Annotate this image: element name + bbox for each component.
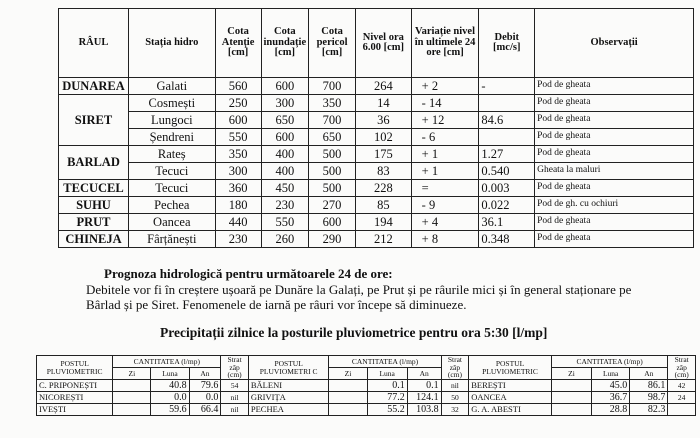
cant-an: 0.0	[189, 392, 221, 404]
variatie: + 1	[411, 146, 479, 163]
cota-atentie: 300	[215, 163, 261, 180]
cota-pericol: 650	[309, 129, 356, 146]
cant-luna: 77.2	[367, 392, 407, 404]
observatii: Pod de gheata	[535, 95, 694, 112]
cant-luna: 55.2	[367, 404, 407, 416]
strat-zapada: 50	[441, 392, 469, 404]
post-name: BEREȘTI	[469, 380, 552, 392]
station-name: Tecuci	[128, 180, 215, 197]
header-cota-atentie: Cota Atenție [cm]	[215, 9, 261, 78]
station-name: Tecuci	[128, 163, 215, 180]
debit: 1.27	[479, 146, 535, 163]
cant-an: 82.3	[630, 404, 668, 416]
cota-inundatie: 600	[261, 129, 309, 146]
debit: 84.6	[479, 112, 535, 129]
forecast-text: Debitele vor fi în creștere ușoară pe Dunăre la Galați, pe Prut și pe râurile mici și în general staționare pe Bârlad și pe Siret. Fenomenele de iarnă pe râuri vor începe să diminueze.	[86, 282, 632, 312]
river-name: SUHU	[59, 197, 129, 214]
cant-zi	[329, 380, 367, 392]
variatie: - 6	[411, 129, 479, 146]
debit	[479, 95, 535, 112]
header-cant-c: CANTITATEA (l/mp)	[551, 356, 668, 368]
cant-zi	[551, 380, 591, 392]
station-name: Galati	[128, 78, 215, 95]
cant-zi	[329, 404, 367, 416]
precip-row	[37, 380, 696, 392]
header-an-a: An	[189, 368, 221, 380]
strat-zapada: 24	[668, 392, 696, 404]
debit: 0.348	[479, 231, 535, 248]
station-name: Cosmești	[128, 95, 215, 112]
nivel: 264	[355, 78, 411, 95]
cota-inundatie: 400	[261, 163, 309, 180]
debit: 0.003	[479, 180, 535, 197]
header-an-b: An	[407, 368, 441, 380]
observatii: Pod de gheata	[535, 112, 694, 129]
nivel: 85	[355, 197, 411, 214]
variatie: - 14	[411, 95, 479, 112]
hydro-row	[59, 112, 694, 129]
cant-zi	[551, 404, 591, 416]
river-name: TECUCEL	[59, 180, 129, 197]
cota-inundatie: 400	[261, 146, 309, 163]
cant-zi	[113, 404, 151, 416]
header-raul: RÂUL	[59, 9, 129, 78]
hydro-row	[59, 146, 694, 163]
header-debit: Debit [mc/s]	[479, 9, 535, 78]
cota-pericol: 700	[309, 112, 356, 129]
cota-inundatie: 600	[261, 78, 309, 95]
strat-zapada: 54	[221, 380, 249, 392]
precip-table	[36, 355, 696, 416]
observatii: Pod de gheata	[535, 214, 694, 231]
cota-inundatie: 260	[261, 231, 309, 248]
cant-zi	[551, 392, 591, 404]
precip-row	[37, 392, 696, 404]
observatii: Pod de gheata	[535, 231, 694, 248]
variatie: =	[411, 180, 479, 197]
nivel: 212	[355, 231, 411, 248]
header-strat-c: Strat zăp (cm)	[668, 356, 696, 380]
forecast-title: Prognoza hidrologică pentru următoarele 24 de ore:	[104, 266, 393, 281]
precip-title: Precipitații zilnice la posturile pluviometrice pentru ora 5:30 [l/mp]	[160, 325, 548, 340]
cant-luna: 45.0	[592, 380, 630, 392]
cota-pericol: 500	[309, 180, 356, 197]
cant-luna: 0.1	[367, 380, 407, 392]
precip-row	[37, 404, 696, 416]
header-nivel: Nivel ora 6.00 [cm]	[355, 9, 411, 78]
header-cant-b: CANTITATEA (l/mp)	[329, 356, 441, 368]
strat-zapada: nil	[221, 404, 249, 416]
river-name: SIRET	[59, 95, 129, 146]
header-statia: Stația hidro	[128, 9, 215, 78]
nivel: 14	[355, 95, 411, 112]
cant-an: 103.8	[407, 404, 441, 416]
cant-an: 79.6	[189, 380, 221, 392]
debit: 36.1	[479, 214, 535, 231]
header-an-c: An	[630, 368, 668, 380]
observatii: Pod de gh. cu ochiuri	[535, 197, 694, 214]
header-post-a: POSTUL PLUVIOMETRIC	[37, 356, 113, 380]
cota-atentie: 440	[215, 214, 261, 231]
cant-luna: 36.7	[592, 392, 630, 404]
strat-zapada: nil	[221, 392, 249, 404]
post-name: PECHEA	[248, 404, 329, 416]
header-cota-pericol: Cota pericol [cm]	[309, 9, 356, 78]
station-name: Oancea	[128, 214, 215, 231]
station-name: Fârțănești	[128, 231, 215, 248]
hydro-row	[59, 231, 694, 248]
variatie: + 2	[411, 78, 479, 95]
cota-atentie: 230	[215, 231, 261, 248]
debit: -	[479, 78, 535, 95]
river-name: CHINEJA	[59, 231, 129, 248]
cota-atentie: 560	[215, 78, 261, 95]
cota-inundatie: 450	[261, 180, 309, 197]
nivel: 194	[355, 214, 411, 231]
cota-inundatie: 650	[261, 112, 309, 129]
header-post-c: POSTUL PLUVIOMETRIC	[469, 356, 552, 380]
station-name: Șendreni	[128, 129, 215, 146]
cant-luna: 0.0	[151, 392, 189, 404]
cota-pericol: 290	[309, 231, 356, 248]
station-name: Rateș	[128, 146, 215, 163]
debit: 0.022	[479, 197, 535, 214]
header-strat-b: Strat zăp (cm)	[441, 356, 469, 380]
strat-zapada: 42	[668, 380, 696, 392]
river-name: DUNAREA	[59, 78, 129, 95]
post-name: OANCEA	[469, 392, 552, 404]
cota-inundatie: 550	[261, 214, 309, 231]
header-cant-a: CANTITATEA (l/mp)	[113, 356, 221, 368]
nivel: 175	[355, 146, 411, 163]
cant-luna: 40.8	[151, 380, 189, 392]
nivel: 228	[355, 180, 411, 197]
cant-zi	[113, 380, 151, 392]
post-name: BĂLENI	[248, 380, 329, 392]
header-post-b: POSTUL PLUVIOMETRI C	[248, 356, 329, 380]
header-cota-inundatie: Cota inundație [cm]	[261, 9, 309, 78]
cant-an: 66.4	[189, 404, 221, 416]
post-name: GRIVIȚA	[248, 392, 329, 404]
cant-an: 124.1	[407, 392, 441, 404]
observatii: Pod de gheata	[535, 146, 694, 163]
hydro-header-row	[59, 9, 694, 78]
header-luna-b: Luna	[367, 368, 407, 380]
cota-pericol: 350	[309, 95, 356, 112]
cant-luna: 59.6	[151, 404, 189, 416]
observatii: Pod de gheata	[535, 129, 694, 146]
post-name: NICOREȘTI	[37, 392, 113, 404]
cota-inundatie: 230	[261, 197, 309, 214]
hydro-row	[59, 95, 694, 112]
hydro-row	[59, 214, 694, 231]
observatii: Gheata la maluri	[535, 163, 694, 180]
hydro-row	[59, 129, 694, 146]
variatie: - 9	[411, 197, 479, 214]
hydro-row	[59, 163, 694, 180]
cota-pericol: 500	[309, 146, 356, 163]
station-name: Lungoci	[128, 112, 215, 129]
precip-header-row	[37, 356, 696, 368]
variatie: + 8	[411, 231, 479, 248]
post-name: C. PRIPONEȘTI	[37, 380, 113, 392]
header-luna-c: Luna	[592, 368, 630, 380]
header-zi-b: Zi	[329, 368, 367, 380]
hydro-row	[59, 197, 694, 214]
strat-zapada: 32	[441, 404, 469, 416]
cota-atentie: 550	[215, 129, 261, 146]
cota-pericol: 600	[309, 214, 356, 231]
cant-an: 98.7	[630, 392, 668, 404]
station-name: Pechea	[128, 197, 215, 214]
strat-zapada	[668, 404, 696, 416]
cota-inundatie: 300	[261, 95, 309, 112]
observatii: Pod de gheata	[535, 180, 694, 197]
nivel: 102	[355, 129, 411, 146]
cota-atentie: 250	[215, 95, 261, 112]
cant-an: 86.1	[630, 380, 668, 392]
river-name: BARLAD	[59, 146, 129, 180]
hydro-row	[59, 180, 694, 197]
hydro-table	[58, 8, 694, 248]
header-observatii: Observații	[535, 9, 694, 78]
cota-pericol: 500	[309, 163, 356, 180]
cota-atentie: 180	[215, 197, 261, 214]
header-zi-c: Zi	[551, 368, 591, 380]
variatie: + 1	[411, 163, 479, 180]
header-variatie: Variație nivel în ultimele 24 ore [cm]	[411, 9, 479, 78]
cota-atentie: 350	[215, 146, 261, 163]
header-luna-a: Luna	[151, 368, 189, 380]
cota-atentie: 360	[215, 180, 261, 197]
debit	[479, 129, 535, 146]
cant-an: 0.1	[407, 380, 441, 392]
precip-subheader-row	[37, 368, 696, 380]
cota-pericol: 270	[309, 197, 356, 214]
strat-zapada: nil	[441, 380, 469, 392]
cota-atentie: 600	[215, 112, 261, 129]
nivel: 83	[355, 163, 411, 180]
cant-zi	[113, 392, 151, 404]
nivel: 36	[355, 112, 411, 129]
variatie: + 12	[411, 112, 479, 129]
hydro-row	[59, 78, 694, 95]
cant-zi	[329, 392, 367, 404]
cota-pericol: 700	[309, 78, 356, 95]
cant-luna: 28.8	[592, 404, 630, 416]
observatii: Pod de gheata	[535, 78, 694, 95]
post-name: G. A. ABESTI	[469, 404, 552, 416]
header-zi-a: Zi	[113, 368, 151, 380]
river-name: PRUT	[59, 214, 129, 231]
post-name: IVEȘTI	[37, 404, 113, 416]
header-strat-a: Strat zăp (cm)	[221, 356, 249, 380]
debit: 0.540	[479, 163, 535, 180]
variatie: + 4	[411, 214, 479, 231]
